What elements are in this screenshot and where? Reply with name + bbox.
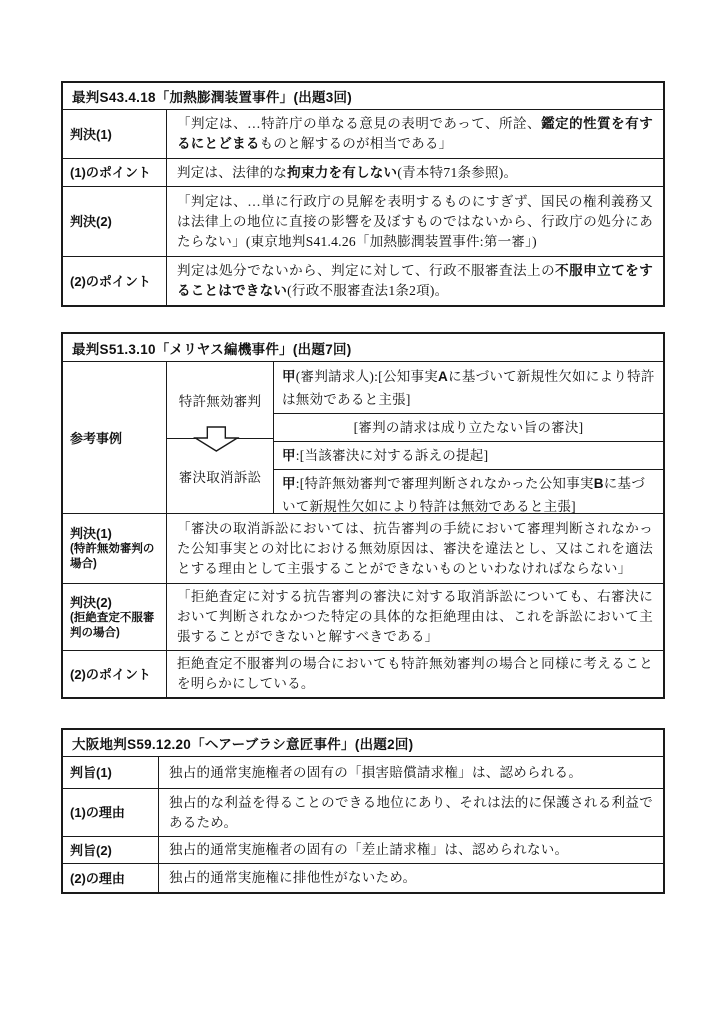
procedure-steps-column xyxy=(274,362,663,513)
table-row xyxy=(63,584,663,651)
row-label: (1)の理由 xyxy=(63,789,159,836)
step-claim: 甲(審判請求人):[公知事実Aに基づいて新規性欠如により特許は無効であると主張] xyxy=(274,362,663,414)
step-suit-filing: 甲:[当該審決に対する訴えの提起] xyxy=(274,442,663,470)
emphasis-text: 不服申立てをすることはできない xyxy=(177,263,653,298)
table-row xyxy=(63,864,663,892)
table-title: 最判S43.4.18「加熱膨潤装置事件」(出題3回) xyxy=(63,83,663,110)
row-label: 判決(2) (拒絶査定不服審判の場合) xyxy=(63,584,167,650)
step-new-fact-claim: 甲:[特許無効審判で審理判断されなかった公知事実Bに基づいて新規性欠如により特許は無効であると主張] xyxy=(282,476,646,514)
row-label: (2)の理由 xyxy=(63,864,159,892)
row-label: (2)のポイント xyxy=(63,651,167,697)
emphasis-text: 鑑定的性質を有するにとどまる xyxy=(177,116,653,151)
table-row xyxy=(63,159,663,187)
row-content: 独占的通常実施権者の固有の「損害賠償請求権」は、認められる。 xyxy=(169,764,583,780)
down-arrow-icon xyxy=(193,426,239,456)
row-label: (1)のポイント xyxy=(63,159,167,186)
reference-example-section xyxy=(63,362,663,514)
row-label: 判決(1) (特許無効審判の場合) xyxy=(63,514,167,583)
table-row xyxy=(63,110,663,159)
row-label: (2)のポイント xyxy=(63,257,167,305)
case-table-meriyasu xyxy=(61,332,665,699)
stage-rescission-suit: 審決取消訴訟 xyxy=(167,439,273,513)
row-content: 独占的な利益を得ることのできる地位にあり、それは法的に保護される利益であるため。 xyxy=(169,794,653,830)
row-label: 判旨(1) xyxy=(63,757,159,788)
procedure-column xyxy=(167,362,274,513)
table-row xyxy=(63,257,663,305)
table-title: 最判S51.3.10「メリヤス編機事件」(出題7回) xyxy=(63,334,663,362)
row-label: 判決(2) xyxy=(63,187,167,256)
case-table-hairbrush xyxy=(61,728,665,894)
row-content: 判定は処分でないから、判定に対して、行政不服審査法上の不服申立てをすることはできない(行政不服審査法1条2項)。 xyxy=(177,263,653,298)
row-content: 「判定は、…特許庁の単なる意見の表明であって、所詮、鑑定的性質を有するにとどまるものと解するのが相当である」 xyxy=(177,116,653,151)
row-label: 判決(1) xyxy=(63,110,167,158)
table-row xyxy=(63,514,663,584)
case-table-kanetsu-bojun xyxy=(61,81,665,307)
table-row xyxy=(63,837,663,864)
row-sublabel: (拒絶査定不服審判の場合) xyxy=(70,611,155,639)
table-row xyxy=(63,789,663,837)
table-row xyxy=(63,187,663,257)
table-title: 大阪地判S59.12.20「ヘアーブラシ意匠事件」(出題2回) xyxy=(63,730,663,757)
row-content: 拒絶査定不服審判の場合においても特許無効審判の場合と同様に考えることを明らかにしている。 xyxy=(177,656,653,691)
table-row xyxy=(63,757,663,789)
row-sublabel: (特許無効審判の場合) xyxy=(70,543,155,570)
table-row xyxy=(63,651,663,697)
row-content: 独占的通常実施権者の固有の「差止請求権」は、認められない。 xyxy=(169,842,569,857)
stage-invalidation-trial: 特許無効審判 xyxy=(167,362,273,439)
row-content: 判定は、法律的な拘束力を有しない(青本特71条参照)。 xyxy=(177,164,518,180)
row-label: 参考事例 xyxy=(63,362,167,513)
row-content: 「判定は、…単に行政庁の見解を表明するものにすぎず、国民の権利義務又は法律上の地位に直接の影響を及ぼすものではないから、行政庁の処分にあたらない」(東京地判S41.4.26「加熱膨潤装置事件:第一審」) xyxy=(177,193,653,249)
row-content: 「審決の取消訴訟においては、抗告審判の手続において審理判断されなかった公知事実との対比における無効原因は、審決を違法とし、又はこれを適法とする理由として主張することができないものといわなければならない」 xyxy=(177,520,653,576)
row-content: 独占的通常実施権に排他性がないため。 xyxy=(169,870,417,885)
emphasis-text: 拘束力を有しない xyxy=(287,164,398,180)
row-label: 判旨(2) xyxy=(63,837,159,863)
step-trial-decision: [審判の請求は成り立たない旨の審決] xyxy=(274,414,663,442)
row-content: 「拒絶査定に対する抗告審判の審決に対する取消訴訟についても、右審決において判断されなかつた特定の具体的な拒絶理由は、これを訴訟において主張することができないと解すべきである」 xyxy=(177,589,653,644)
